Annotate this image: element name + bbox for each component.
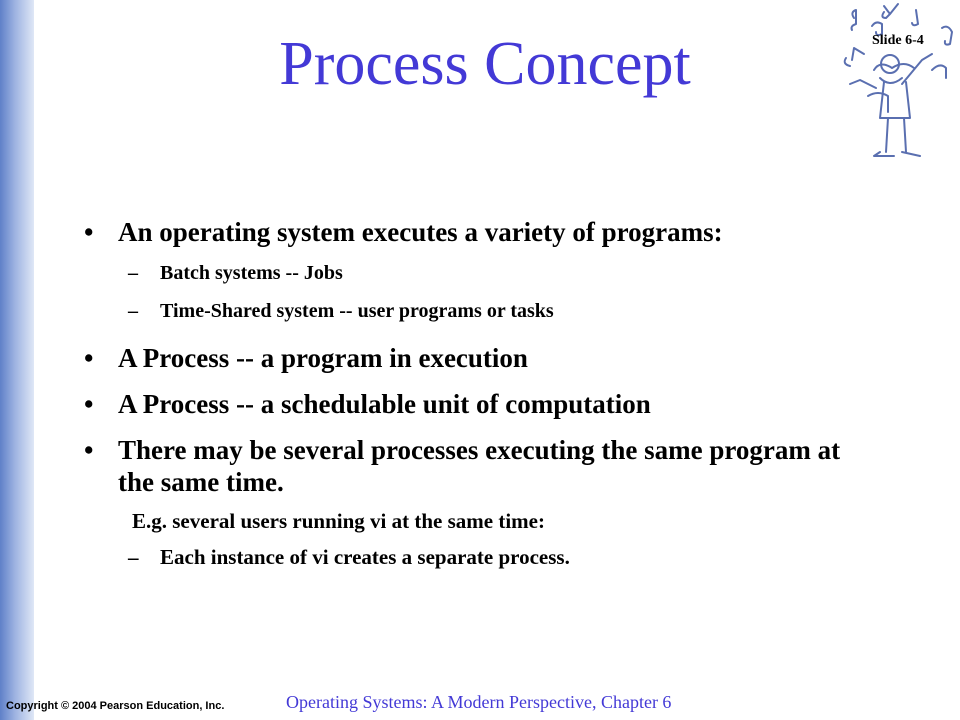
book-reference: Operating Systems: A Modern Perspective, Chapter 6	[286, 692, 672, 712]
bullet-item	[82, 388, 902, 420]
bullet-item	[82, 434, 858, 498]
bullet-text: A Process -- a program in execution	[118, 343, 528, 373]
copyright-notice: Copyright © 2004 Pearson Education, Inc.	[6, 700, 225, 712]
sub-bullet-item	[82, 545, 902, 569]
sub-bullet-text: Time-Shared system -- user programs or tasks	[160, 300, 554, 322]
bullet-marker: •	[84, 389, 94, 419]
sub-bullet-marker: –	[128, 262, 138, 284]
sub-bullet-text: Batch systems -- Jobs	[160, 262, 343, 284]
sub-bullet-item	[82, 299, 902, 323]
example-line: E.g. several users running vi at the same time:	[132, 509, 545, 533]
bullet-item	[82, 216, 902, 248]
sub-bullet-item	[82, 261, 902, 285]
bullet-marker: •	[84, 343, 94, 373]
bullet-marker: •	[84, 217, 94, 247]
slide-body	[82, 216, 902, 569]
bullet-text: There may be several processes executing the same program at the same time.	[118, 435, 841, 497]
sub-bullet-marker: –	[128, 300, 138, 322]
sub-bullet-text: Each instance of vi creates a separate process.	[160, 545, 570, 569]
bullet-marker: •	[84, 435, 94, 465]
bullet-item	[82, 342, 902, 374]
slide-sidebar-gradient	[0, 0, 34, 720]
slide-title: Process Concept	[279, 30, 691, 98]
bullet-text: An operating system executes a variety of programs:	[118, 217, 723, 247]
conductor-logo-icon	[832, 0, 960, 168]
sub-bullet-marker: –	[128, 545, 139, 569]
slide-number: Slide 6-4	[872, 33, 924, 48]
bullet-text: A Process -- a schedulable unit of computation	[118, 389, 651, 419]
